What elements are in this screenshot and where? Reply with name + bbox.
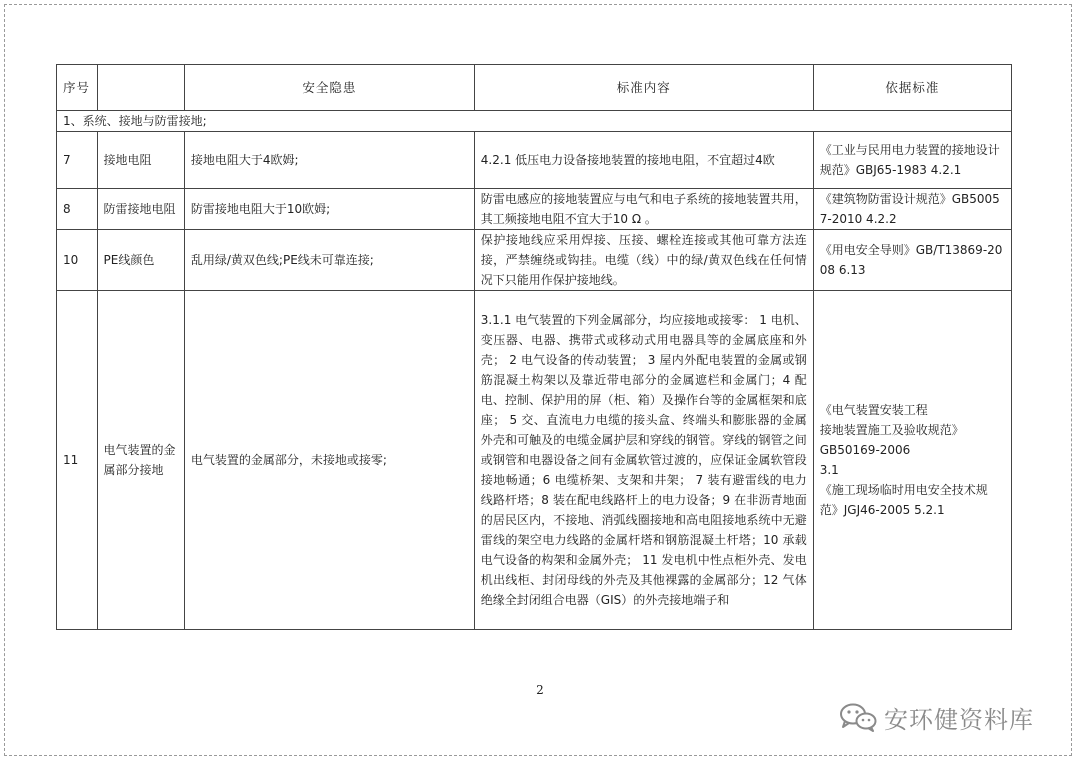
row-basis: 《用电安全导则》GB/T13869-2008 6.13	[813, 230, 1011, 291]
row-basis: 《电气装置安装工程 接地装置施工及验收规范》 GB50169-2006 3.1 《施工现场临时用电安全技术规范》JGJ46-2005 5.2.1	[813, 291, 1011, 630]
section-row	[57, 111, 1012, 132]
row-basis: 《建筑物防雷设计规范》GB50057-2010 4.2.2	[813, 189, 1011, 230]
row-no: 7	[57, 132, 98, 189]
wechat-icon	[838, 702, 878, 732]
row-no: 10	[57, 230, 98, 291]
row-no: 8	[57, 189, 98, 230]
table-row	[57, 291, 1012, 630]
header-no: 序号	[57, 65, 98, 111]
row-standard: 防雷电感应的接地装置应与电气和电子系统的接地装置共用， 其工频接地电阻不宜大于10 Ω 。	[474, 189, 813, 230]
row-standard: 4.2.1 低压电力设备接地装置的接地电阻，不宜超过4欧	[474, 132, 813, 189]
row-item: 接地电阻	[97, 132, 184, 189]
row-item: 防雷接地电阻	[97, 189, 184, 230]
row-item: 电气装置的金属部分接地	[97, 291, 184, 630]
row-hazard: 乱用绿/黄双色线;PE线未可靠连接;	[184, 230, 474, 291]
row-standard: 保护接地线应采用焊接、压接、螺栓连接或其他可靠方法连接，严禁缠绕或钩挂。电缆（线）中的绿/黄双色线在任何情况下只能用作保护接地线。	[474, 230, 813, 291]
row-hazard: 接地电阻大于4欧姆;	[184, 132, 474, 189]
watermark-text: 安环健资料库	[884, 705, 1034, 734]
row-item: PE线颜色	[97, 230, 184, 291]
header-hazard: 安全隐患	[184, 65, 474, 111]
header-item	[97, 65, 184, 111]
header-basis: 依据标准	[813, 65, 1011, 111]
row-standard: 3.1.1 电气装置的下列金属部分，均应接地或接零： 1 电机、变压器、电器、携带式或移动式用电器具等的金属底座和外壳； 2 电气设备的传动装置； 3 屋内外配电装置的金属或钢筋混凝土构架以及靠近带电部分的金属遮栏和金属门；4 配电、控制、保护用的屏（柜、箱）及操作台等的金属框架和底座； 5 交、直流电力电缆的接头盒、终端头和膨胀器的金属外壳和可触及的电缆金属护层和穿线的钢管。穿线的钢管之间或钢管和电器设备之间有金属软管过渡的，应保证金属软管段接地畅通；6 电缆桥架、支架和井架； 7 装有避雷线的电力线路杆塔；8 装在配电线路杆上的电力设备；9 在非沥青地面的居民区内，不接地、消弧线圈接地和高电阻接地系统中无避雷线的架空电力线路的金属杆塔和钢筋混凝土杆塔；10 承载电气设备的构架和金属外壳； 11 发电机中性点柜外壳、发电机出线柜、封闭母线的外壳及其他裸露的金属部分；12 气体绝缘全封闭组合电器（GIS）的外壳接地端子和	[474, 291, 813, 630]
row-hazard: 电气装置的金属部分，未接地或接零;	[184, 291, 474, 630]
header-row	[57, 65, 1012, 111]
section-title: 1、系统、接地与防雷接地;	[57, 111, 1012, 132]
table-row	[57, 132, 1012, 189]
watermark	[838, 700, 1034, 734]
row-hazard: 防雷接地电阻大于10欧姆;	[184, 189, 474, 230]
row-basis: 《工业与民用电力装置的接地设计规范》GBJ65-1983 4.2.1	[813, 132, 1011, 189]
hazard-table	[56, 64, 1012, 630]
table-row	[57, 230, 1012, 291]
row-no: 11	[57, 291, 98, 630]
header-standard: 标准内容	[474, 65, 813, 111]
page-number: 2	[536, 683, 544, 697]
table-row	[57, 189, 1012, 230]
